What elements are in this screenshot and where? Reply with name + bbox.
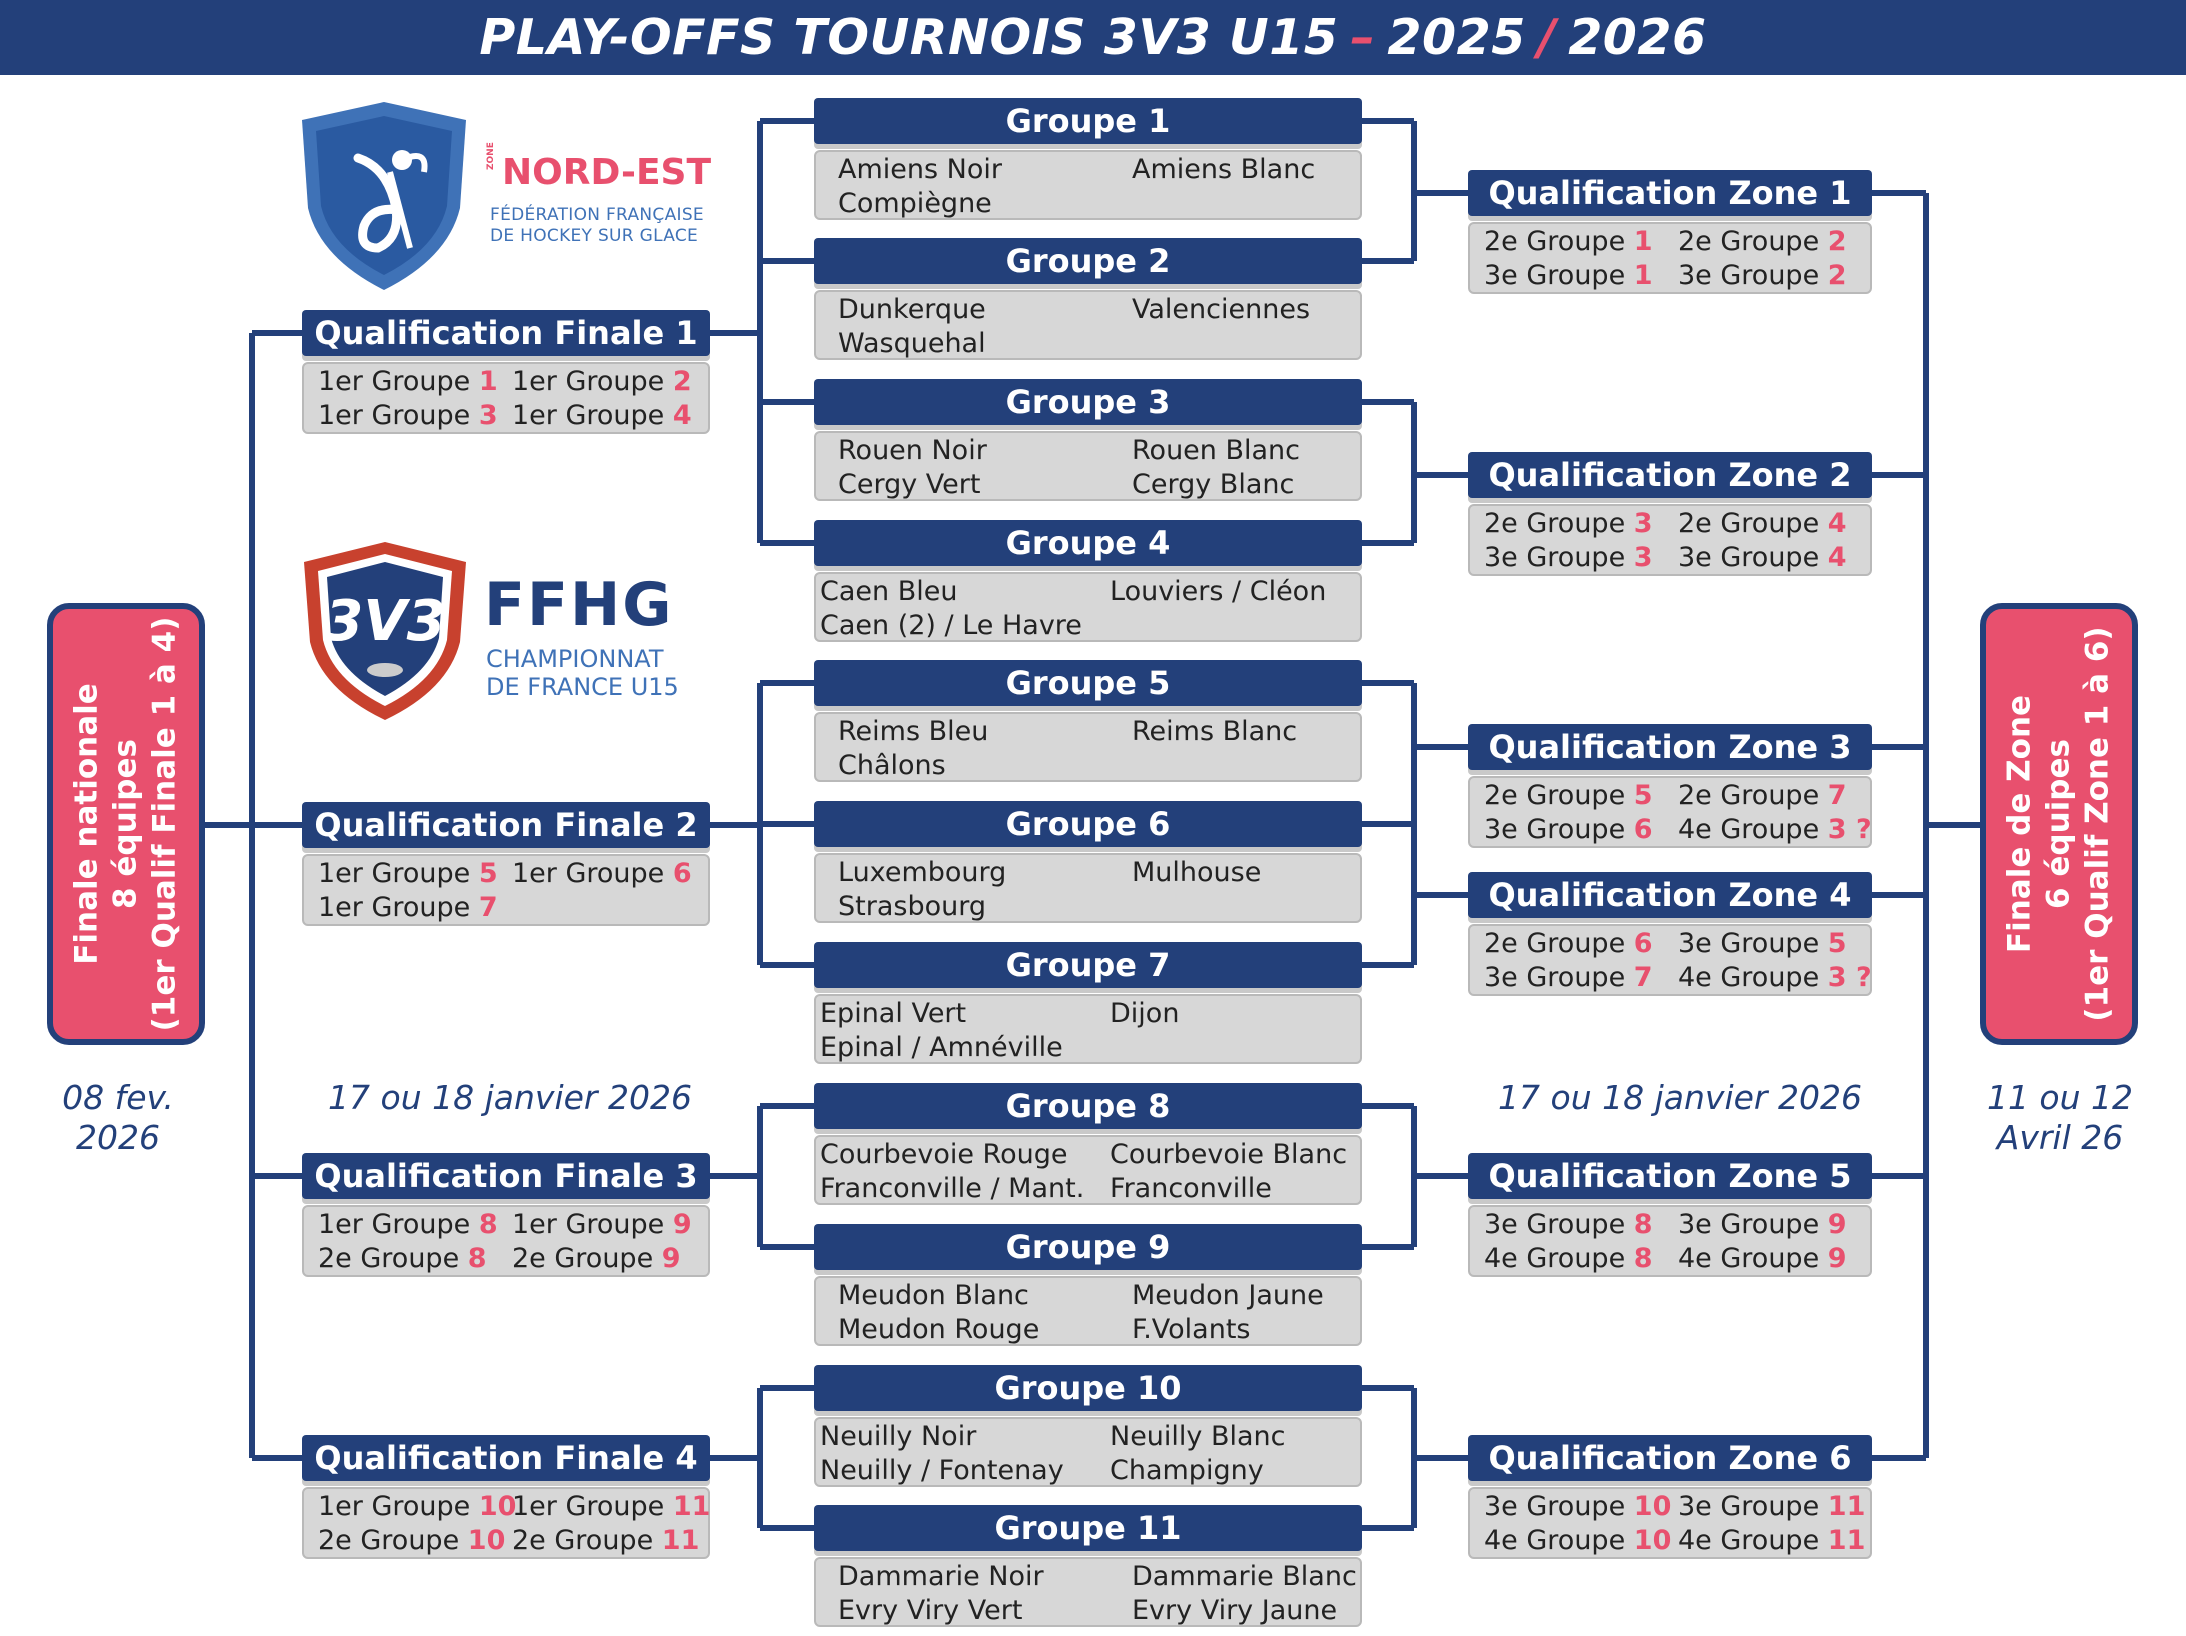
entry-label: 2e Groupe bbox=[1484, 226, 1626, 257]
qualification-entry bbox=[1484, 507, 1653, 541]
qualification-zone-box bbox=[1468, 504, 1872, 576]
qualification-zone-header: Qualification Zone 2 bbox=[1468, 452, 1872, 498]
entry-group-number: 3 bbox=[1827, 814, 1847, 845]
qualification-entry bbox=[1484, 779, 1653, 813]
qualification-entry bbox=[1484, 1208, 1653, 1242]
date-left-line-1: 08 fev. bbox=[62, 1078, 174, 1117]
qualification-entry bbox=[1484, 541, 1653, 575]
team-name: Courbevoie Blanc bbox=[1110, 1139, 1348, 1170]
entry-label: 3e Groupe bbox=[1484, 1491, 1626, 1522]
entry-label: 3e Groupe bbox=[1678, 542, 1820, 573]
championnat-line-2: DE FRANCE U15 bbox=[486, 673, 679, 701]
qualification-entry bbox=[318, 365, 498, 399]
team-name: Mulhouse bbox=[1132, 857, 1262, 888]
qualification-entry bbox=[318, 891, 498, 925]
entry-group-number: 6 bbox=[1633, 814, 1653, 845]
qualification-entry bbox=[1678, 507, 1847, 541]
team-name: Neuilly Blanc bbox=[1110, 1421, 1286, 1452]
qualification-entry bbox=[512, 857, 692, 891]
group-teams-box bbox=[814, 1276, 1362, 1346]
entry-label: 2e Groupe bbox=[1484, 928, 1626, 959]
group-teams-box bbox=[814, 1417, 1362, 1487]
group-header: Groupe 3 bbox=[814, 379, 1362, 425]
entry-group-number: 7 bbox=[1633, 962, 1653, 993]
title-slash: / bbox=[1537, 9, 1557, 66]
group-header: Groupe 4 bbox=[814, 520, 1362, 566]
entry-label: 2e Groupe bbox=[1484, 508, 1626, 539]
entry-group-number: 3 bbox=[1633, 542, 1653, 573]
entry-group-number: 1 bbox=[478, 366, 498, 397]
connector-line bbox=[760, 1103, 814, 1109]
group-header: Groupe 9 bbox=[814, 1224, 1362, 1270]
entry-label: 3e Groupe bbox=[1484, 814, 1626, 845]
entry-group-number: 3 bbox=[1633, 508, 1653, 539]
entry-group-number: 10 bbox=[1633, 1525, 1672, 1556]
qualification-zone-header: Qualification Zone 5 bbox=[1468, 1153, 1872, 1199]
connector-line bbox=[1414, 472, 1468, 478]
group-header: Groupe 11 bbox=[814, 1505, 1362, 1551]
entry-label: 1er Groupe bbox=[318, 400, 471, 431]
group-header: Groupe 6 bbox=[814, 801, 1362, 847]
connector-line bbox=[1414, 1455, 1468, 1461]
entry-label: 3e Groupe bbox=[1678, 260, 1820, 291]
qualification-entry bbox=[1484, 1490, 1671, 1524]
entry-label: 3e Groupe bbox=[1484, 542, 1626, 573]
group-header: Groupe 2 bbox=[814, 238, 1362, 284]
date-left-line-2: 2026 bbox=[76, 1118, 160, 1157]
qualification-finale-box bbox=[302, 362, 710, 434]
qualification-entry bbox=[1484, 259, 1653, 293]
team-name: Châlons bbox=[838, 750, 946, 781]
connector-line bbox=[1872, 744, 1926, 750]
connector-line bbox=[710, 822, 760, 828]
entry-group-number: 11 bbox=[661, 1525, 700, 1556]
team-name: Louviers / Cléon bbox=[1110, 576, 1327, 607]
entry-group-number: 3 bbox=[478, 400, 498, 431]
entry-label: 4e Groupe bbox=[1678, 1525, 1820, 1556]
connector-line bbox=[252, 822, 302, 828]
group-teams-box bbox=[814, 853, 1362, 923]
connector-line bbox=[760, 1385, 814, 1391]
connector-line bbox=[710, 1173, 760, 1179]
entry-label: 1er Groupe bbox=[318, 1209, 471, 1240]
qualification-entry bbox=[318, 1490, 516, 1524]
title-year-2: 2026 bbox=[1568, 9, 1707, 66]
group-header: Groupe 10 bbox=[814, 1365, 1362, 1411]
qualification-zone-box bbox=[1468, 924, 1872, 996]
entry-label: 4e Groupe bbox=[1484, 1243, 1626, 1274]
team-name: Evry Viry Jaune bbox=[1132, 1595, 1338, 1626]
qualification-entry bbox=[1678, 541, 1847, 575]
qualification-entry bbox=[1678, 779, 1847, 813]
connector-line bbox=[1362, 962, 1414, 968]
connector-line bbox=[760, 680, 814, 686]
qualification-entry bbox=[1678, 927, 1847, 961]
group-teams-box bbox=[814, 290, 1362, 360]
qualification-zone-box bbox=[1468, 1205, 1872, 1277]
connector-line bbox=[252, 330, 302, 336]
finale-nationale-line-1: Finale nationale bbox=[68, 683, 105, 965]
team-name: Cergy Blanc bbox=[1132, 469, 1295, 500]
team-name: Dammarie Blanc bbox=[1132, 1561, 1357, 1592]
connector-line bbox=[1362, 680, 1414, 686]
date-finale-de-zone bbox=[1970, 1078, 2150, 1158]
finale-de-zone-line-3: (1er Qualif Zone 1 à 6) bbox=[2079, 626, 2116, 1022]
entry-note: ? bbox=[1846, 962, 1872, 993]
team-name: Dijon bbox=[1110, 998, 1180, 1029]
qualification-entry bbox=[1678, 225, 1847, 259]
entry-group-number: 2 bbox=[1827, 260, 1847, 291]
entry-label: 3e Groupe bbox=[1484, 962, 1626, 993]
entry-group-number: 6 bbox=[1633, 928, 1653, 959]
group-teams-box bbox=[814, 572, 1362, 642]
title-year-1: 2025 bbox=[1387, 9, 1526, 66]
team-name: Amiens Blanc bbox=[1132, 154, 1316, 185]
connector-line bbox=[760, 258, 814, 264]
qualification-entry bbox=[1678, 813, 1872, 847]
team-name: Rouen Blanc bbox=[1132, 435, 1301, 466]
entry-group-number: 11 bbox=[1827, 1525, 1866, 1556]
qualification-finale-box bbox=[302, 1205, 710, 1277]
connector-line bbox=[760, 540, 814, 546]
connector-line bbox=[760, 1525, 814, 1531]
team-name: Franconville bbox=[1110, 1173, 1272, 1204]
team-name: Franconville / Mant. bbox=[820, 1173, 1085, 1204]
entry-label: 3e Groupe bbox=[1678, 928, 1820, 959]
entry-group-number: 9 bbox=[661, 1243, 681, 1274]
connector-line bbox=[1414, 892, 1468, 898]
qualification-finale-header: Qualification Finale 2 bbox=[302, 802, 710, 848]
finale-de-zone-text bbox=[2001, 626, 2118, 1021]
connector-line bbox=[710, 330, 760, 336]
qualification-entry bbox=[318, 1208, 498, 1242]
svg-text:3V3: 3V3 bbox=[324, 589, 446, 654]
entry-group-number: 9 bbox=[1827, 1243, 1847, 1274]
qualification-entry bbox=[512, 1242, 681, 1276]
qualification-entry bbox=[512, 1524, 699, 1558]
finale-nationale-line-3: (1er Qualif Finale 1 à 4) bbox=[146, 616, 183, 1032]
entry-group-number: 6 bbox=[672, 858, 692, 889]
qualification-zone-header: Qualification Zone 1 bbox=[1468, 170, 1872, 216]
team-name: Epinal / Amnéville bbox=[820, 1032, 1063, 1063]
group-header: Groupe 1 bbox=[814, 98, 1362, 144]
entry-label: 1er Groupe bbox=[318, 892, 471, 923]
finale-nationale-text bbox=[68, 617, 185, 1032]
qualification-entry bbox=[318, 399, 498, 433]
entry-group-number: 5 bbox=[478, 858, 498, 889]
qualification-zone-box bbox=[1468, 776, 1872, 848]
date-qualification-finales: 17 ou 18 janvier 2026 bbox=[328, 1078, 692, 1117]
entry-label: 1er Groupe bbox=[512, 1209, 665, 1240]
team-name: Reims Bleu bbox=[838, 716, 989, 747]
entry-label: 3e Groupe bbox=[1484, 1209, 1626, 1240]
qualification-entry bbox=[318, 1524, 505, 1558]
qualification-entry bbox=[1484, 961, 1653, 995]
entry-label: 4e Groupe bbox=[1678, 962, 1820, 993]
entry-group-number: 5 bbox=[1827, 928, 1847, 959]
entry-label: 1er Groupe bbox=[512, 400, 665, 431]
entry-group-number: 4 bbox=[1827, 542, 1847, 573]
team-name: Reims Blanc bbox=[1132, 716, 1298, 747]
connector-line bbox=[1362, 1525, 1414, 1531]
group-header: Groupe 8 bbox=[814, 1083, 1362, 1129]
team-name: Cergy Vert bbox=[838, 469, 981, 500]
entry-group-number: 8 bbox=[478, 1209, 498, 1240]
entry-label: 3e Groupe bbox=[1678, 1491, 1820, 1522]
connector-line bbox=[1872, 1173, 1926, 1179]
federation-line-2: DE HOCKEY SUR GLACE bbox=[490, 226, 699, 246]
qualification-entry bbox=[1484, 1242, 1653, 1276]
entry-group-number: 5 bbox=[1633, 780, 1653, 811]
entry-label: 2e Groupe bbox=[1678, 226, 1820, 257]
connector-line bbox=[1872, 472, 1926, 478]
hockey-shield-icon bbox=[298, 98, 470, 293]
qualification-entry bbox=[1678, 1208, 1847, 1242]
qualification-entry bbox=[1678, 1242, 1847, 1276]
group-teams-box bbox=[814, 1135, 1362, 1205]
team-name: Caen Bleu bbox=[820, 576, 958, 607]
group-header: Groupe 7 bbox=[814, 942, 1362, 988]
team-name: Epinal Vert bbox=[820, 998, 967, 1029]
team-name: Evry Viry Vert bbox=[838, 1595, 1023, 1626]
connector-line bbox=[760, 399, 814, 405]
zone-small-label: ZONE bbox=[486, 142, 496, 170]
finale-nationale-box bbox=[47, 603, 205, 1045]
team-name: F.Volants bbox=[1132, 1314, 1251, 1345]
entry-label: 1er Groupe bbox=[512, 858, 665, 889]
entry-label: 2e Groupe bbox=[1678, 780, 1820, 811]
entry-group-number: 10 bbox=[467, 1525, 506, 1556]
qualification-entry bbox=[318, 1242, 487, 1276]
group-teams-box bbox=[814, 994, 1362, 1064]
connector-line bbox=[760, 821, 814, 827]
group-teams-box bbox=[814, 431, 1362, 501]
connector-line bbox=[1411, 683, 1417, 824]
connector-line bbox=[1362, 399, 1414, 405]
date-right-line-1: 11 ou 12 bbox=[1986, 1078, 2134, 1117]
nord-est-label: NORD-EST bbox=[502, 152, 712, 193]
date-qualification-zones: 17 ou 18 janvier 2026 bbox=[1498, 1078, 1862, 1117]
federation-line-1: FÉDÉRATION FRANÇAISE bbox=[490, 205, 704, 225]
connector-line bbox=[1362, 821, 1414, 827]
team-name: Dammarie Noir bbox=[838, 1561, 1044, 1592]
connector-line bbox=[760, 1244, 814, 1250]
qualification-finale-header: Qualification Finale 4 bbox=[302, 1435, 710, 1481]
team-name: Meudon Rouge bbox=[838, 1314, 1040, 1345]
entry-label: 1er Groupe bbox=[318, 366, 471, 397]
finale-de-zone-box bbox=[1980, 603, 2138, 1045]
entry-group-number: 2 bbox=[672, 366, 692, 397]
team-name: Neuilly Noir bbox=[820, 1421, 977, 1452]
entry-group-number: 1 bbox=[1633, 226, 1653, 257]
entry-label: 2e Groupe bbox=[1678, 508, 1820, 539]
group-header: Groupe 5 bbox=[814, 660, 1362, 706]
connector-line bbox=[1362, 258, 1414, 264]
team-name: Compiègne bbox=[838, 188, 992, 219]
team-name: Caen (2) / Le Havre bbox=[820, 610, 1082, 641]
entry-label: 3e Groupe bbox=[1484, 260, 1626, 291]
entry-label: 2e Groupe bbox=[318, 1525, 460, 1556]
connector-line bbox=[252, 1173, 302, 1179]
team-name: Wasquehal bbox=[838, 328, 986, 359]
connector-line bbox=[710, 1455, 760, 1461]
qualification-entry bbox=[1678, 259, 1847, 293]
connector-line bbox=[249, 333, 255, 1458]
qualification-entry bbox=[1678, 1524, 1865, 1558]
team-name: Valenciennes bbox=[1132, 294, 1311, 325]
qualification-entry bbox=[512, 1208, 692, 1242]
connector-line bbox=[1872, 1455, 1926, 1461]
entry-group-number: 1 bbox=[1633, 260, 1653, 291]
entry-group-number: 8 bbox=[1633, 1243, 1653, 1274]
entry-label: 4e Groupe bbox=[1484, 1525, 1626, 1556]
entry-label: 4e Groupe bbox=[1678, 1243, 1820, 1274]
qualification-finale-header: Qualification Finale 3 bbox=[302, 1153, 710, 1199]
team-name: Meudon Jaune bbox=[1132, 1280, 1324, 1311]
finale-de-zone-line-1: Finale de Zone bbox=[2001, 694, 2038, 954]
team-name: Luxembourg bbox=[838, 857, 1007, 888]
qualification-entry bbox=[1484, 225, 1653, 259]
qualification-entry bbox=[512, 365, 692, 399]
finale-nationale-line-2: 8 équipes bbox=[107, 739, 144, 909]
team-name: Amiens Noir bbox=[838, 154, 1002, 185]
qualification-entry bbox=[1678, 1490, 1865, 1524]
finale-de-zone-line-2: 6 équipes bbox=[2040, 739, 2077, 909]
team-name: Strasbourg bbox=[838, 891, 986, 922]
qualification-entry bbox=[1484, 927, 1653, 961]
entry-label: 3e Groupe bbox=[1678, 1209, 1820, 1240]
entry-label: 1er Groupe bbox=[512, 1491, 665, 1522]
entry-label: 2e Groupe bbox=[1484, 780, 1626, 811]
ffhg-label: FFHG bbox=[484, 570, 674, 640]
qualification-zone-header: Qualification Zone 6 bbox=[1468, 1435, 1872, 1481]
entry-group-number: 8 bbox=[467, 1243, 487, 1274]
connector-line bbox=[252, 1455, 302, 1461]
qualification-finale-box bbox=[302, 1487, 710, 1559]
date-finale-nationale bbox=[26, 1078, 210, 1158]
team-name: Champigny bbox=[1110, 1455, 1264, 1486]
connector-line bbox=[1872, 892, 1926, 898]
qualification-zone-header: Qualification Zone 4 bbox=[1468, 872, 1872, 918]
qualification-finale-header: Qualification Finale 1 bbox=[302, 310, 710, 356]
connector-line bbox=[205, 822, 252, 828]
qualification-entry bbox=[318, 857, 498, 891]
entry-label: 1er Groupe bbox=[318, 858, 471, 889]
connector-line bbox=[1362, 118, 1414, 124]
connector-line bbox=[760, 962, 814, 968]
connector-line bbox=[1414, 744, 1468, 750]
entry-group-number: 9 bbox=[1827, 1209, 1847, 1240]
entry-group-number: 10 bbox=[478, 1491, 517, 1522]
connector-line bbox=[1362, 1103, 1414, 1109]
date-right-line-2: Avril 26 bbox=[1996, 1118, 2124, 1157]
entry-label: 2e Groupe bbox=[512, 1525, 654, 1556]
qualification-entry bbox=[1678, 961, 1872, 995]
entry-group-number: 7 bbox=[1827, 780, 1847, 811]
group-teams-box bbox=[814, 712, 1362, 782]
connector-line bbox=[1926, 822, 1980, 828]
qualification-zone-box bbox=[1468, 222, 1872, 294]
entry-group-number: 9 bbox=[672, 1209, 692, 1240]
team-name: Neuilly / Fontenay bbox=[820, 1455, 1064, 1486]
entry-group-number: 11 bbox=[672, 1491, 711, 1522]
entry-label: 2e Groupe bbox=[318, 1243, 460, 1274]
connector-line bbox=[1362, 540, 1414, 546]
qualification-zone-box bbox=[1468, 1487, 1872, 1559]
qualification-entry bbox=[512, 1490, 710, 1524]
connector-line bbox=[1362, 1244, 1414, 1250]
entry-label: 1er Groupe bbox=[318, 1491, 471, 1522]
ffhg-shield-icon bbox=[300, 538, 470, 723]
qualification-finale-box bbox=[302, 854, 710, 926]
connector-line bbox=[1414, 190, 1468, 196]
entry-group-number: 3 bbox=[1827, 962, 1847, 993]
group-teams-box bbox=[814, 1557, 1362, 1627]
qualification-entry bbox=[512, 399, 692, 433]
team-name: Meudon Blanc bbox=[838, 1280, 1029, 1311]
entry-label: 4e Groupe bbox=[1678, 814, 1820, 845]
team-name: Rouen Noir bbox=[838, 435, 987, 466]
page-title bbox=[0, 0, 2186, 75]
title-dash: – bbox=[1350, 9, 1376, 66]
entry-label: 2e Groupe bbox=[512, 1243, 654, 1274]
entry-group-number: 8 bbox=[1633, 1209, 1653, 1240]
connector-line bbox=[760, 118, 814, 124]
entry-note: ? bbox=[1846, 814, 1872, 845]
group-teams-box bbox=[814, 150, 1362, 220]
entry-group-number: 10 bbox=[1633, 1491, 1672, 1522]
connector-line bbox=[1362, 1385, 1414, 1391]
team-name: Courbevoie Rouge bbox=[820, 1139, 1068, 1170]
title-main: PLAY-OFFS TOURNOIS 3V3 U15 bbox=[479, 9, 1339, 66]
entry-group-number: 4 bbox=[1827, 508, 1847, 539]
entry-group-number: 4 bbox=[672, 400, 692, 431]
entry-group-number: 2 bbox=[1827, 226, 1847, 257]
connector-line bbox=[1414, 1173, 1468, 1179]
qualification-entry bbox=[1484, 1524, 1671, 1558]
entry-group-number: 11 bbox=[1827, 1491, 1866, 1522]
qualification-entry bbox=[1484, 813, 1653, 847]
entry-group-number: 7 bbox=[478, 892, 498, 923]
championnat-line-1: CHAMPIONNAT bbox=[486, 645, 664, 673]
entry-label: 1er Groupe bbox=[512, 366, 665, 397]
connector-line bbox=[1872, 190, 1926, 196]
team-name: Dunkerque bbox=[838, 294, 986, 325]
qualification-zone-header: Qualification Zone 3 bbox=[1468, 724, 1872, 770]
